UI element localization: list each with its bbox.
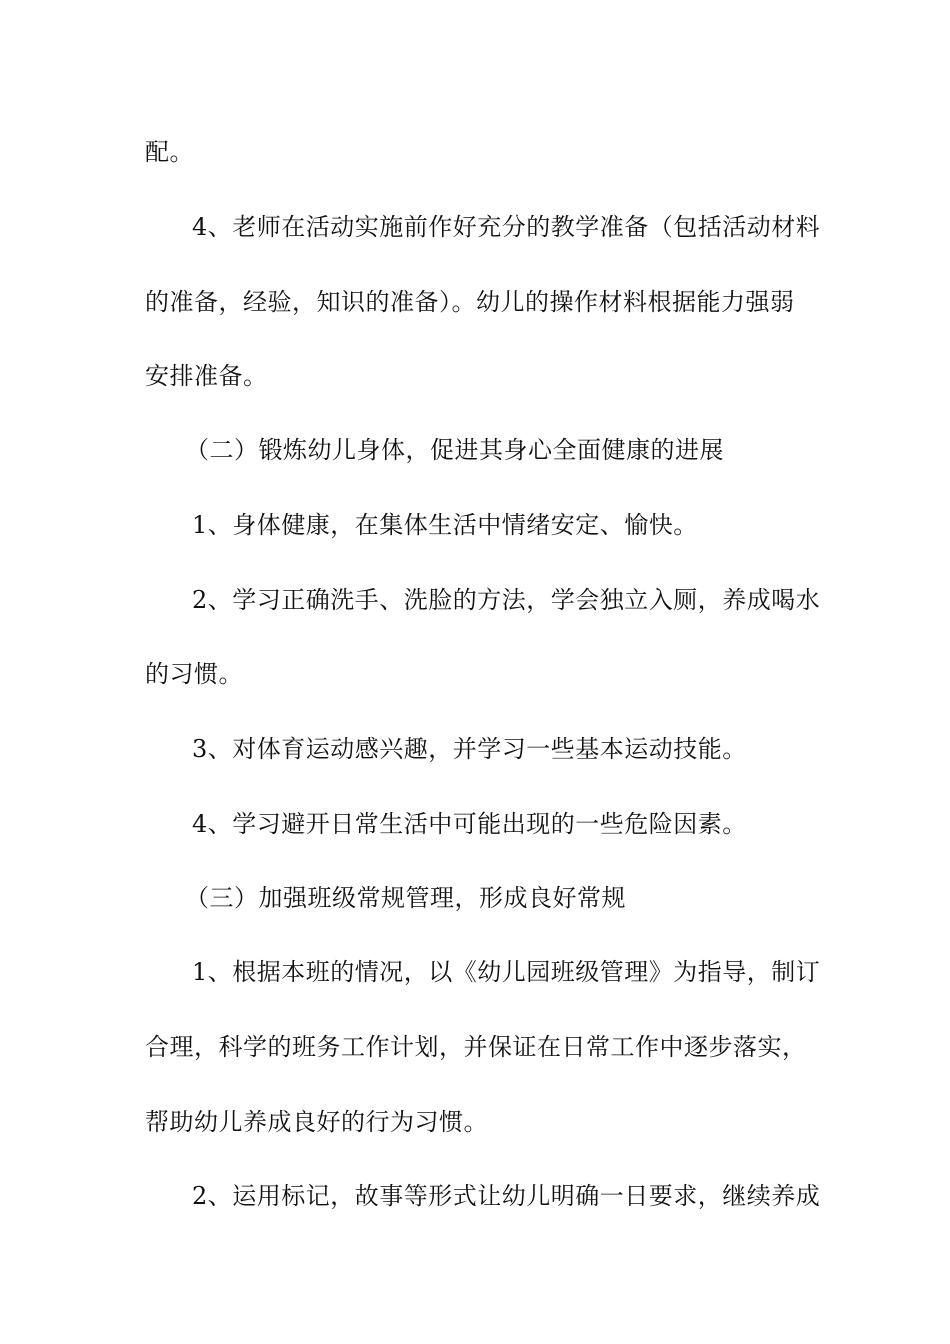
- text-line-continuation: 配。: [145, 138, 194, 166]
- text-line-item-1: 1、身体健康，在集体生活中情绪安定、愉快。: [192, 511, 698, 539]
- section-heading-3: （三）加强班级常规管理，形成良好常规: [185, 884, 626, 912]
- text-line-item-4: 4、老师在活动实施前作好充分的教学准备（包括活动材料: [192, 213, 821, 241]
- text-line-item-2: 2、学习正确洗手、洗脸的方法，学会独立入厕，养成喝水: [192, 586, 821, 614]
- text-line: 的习惯。: [145, 660, 243, 688]
- text-line-item-4: 4、学习避开日常生活中可能出现的一些危险因素。: [192, 810, 747, 838]
- section-heading-2: （二）锻炼幼儿身体，促进其身心全面健康的进展: [185, 436, 724, 464]
- text-line-item-2: 2、运用标记，故事等形式让幼儿明确一日要求，继续养成: [192, 1182, 821, 1210]
- text-line: 安排准备。: [145, 362, 268, 390]
- text-line: 的准备，经验，知识的准备）。幼儿的操作材料根据能力强弱: [145, 288, 795, 316]
- text-line-item-3: 3、对体育运动感兴趣，并学习一些基本运动技能。: [192, 735, 747, 763]
- text-line: 合理，科学的班务工作计划，并保证在日常工作中逐步落实，: [145, 1033, 807, 1061]
- text-line: 帮助幼儿养成良好的行为习惯。: [145, 1108, 488, 1136]
- text-line-item-1: 1、根据本班的情况，以《幼儿园班级管理》为指导，制订: [192, 958, 821, 986]
